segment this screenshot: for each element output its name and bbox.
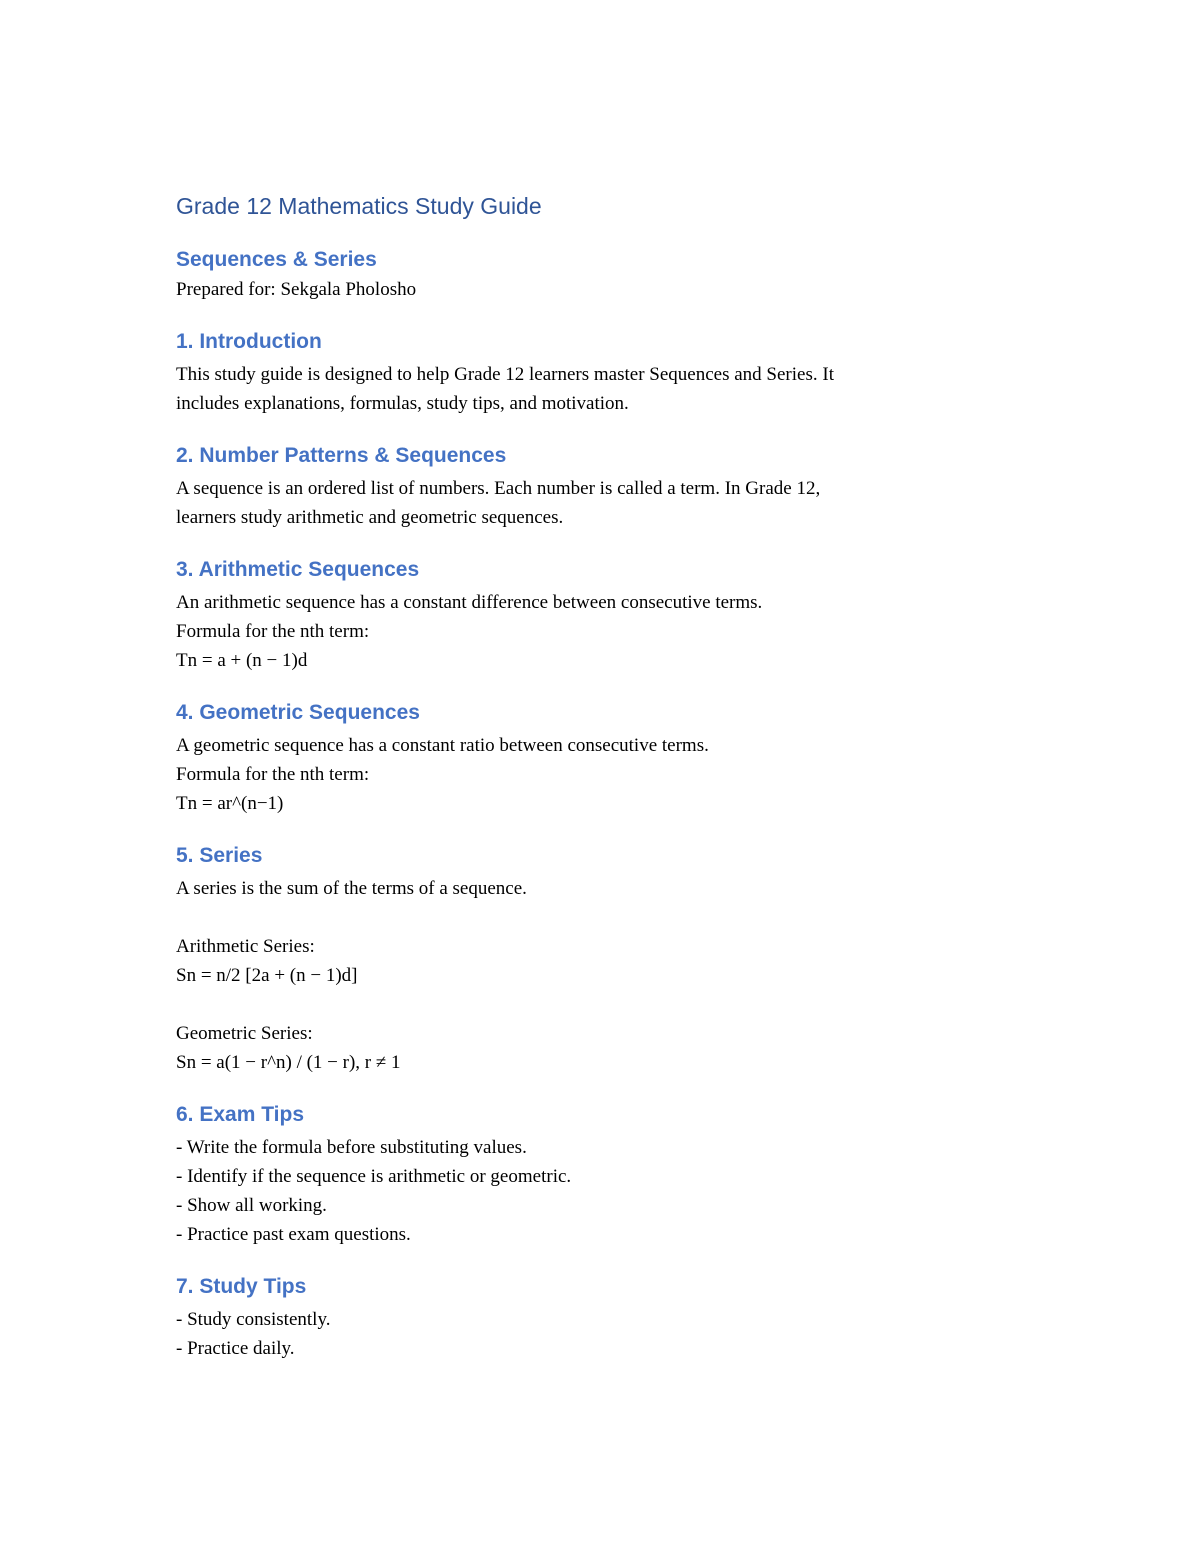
section-heading: 6. Exam Tips [176,1103,305,1126]
body-line: includes explanations, formulas, study tips, and motivation. [176,393,629,414]
section-body [176,360,1036,418]
body-line: learners study arithmetic and geometric sequences. [176,507,564,528]
document-subtitle: Sequences & Series [176,248,377,271]
section-1 [176,327,1036,418]
section-heading: 7. Study Tips [176,1275,307,1298]
section-body [176,1305,1036,1363]
section-body [176,588,1036,675]
body-line: Tn = a + (n − 1)d [176,650,308,671]
body-line: This study guide is designed to help Grade 12 learners master Sequences and Series. It [176,364,834,385]
section-heading: 5. Series [176,844,263,867]
body-line: Tn = ar^(n−1) [176,793,284,814]
section-heading: 3. Arithmetic Sequences [176,558,420,581]
section-4 [176,698,1036,818]
body-line: - Practice daily. [176,1338,295,1359]
body-line: A sequence is an ordered list of numbers. Each number is called a term. In Grade 12, [176,478,821,499]
body-line: - Study consistently. [176,1309,331,1330]
section-6 [176,1100,1036,1249]
section-body [176,474,1036,532]
section-body [176,874,1036,1077]
body-line: A series is the sum of the terms of a sequence. [176,878,527,899]
body-line: Sn = n/2 [2a + (n − 1)d] [176,965,358,986]
blank-line [176,990,1036,1019]
section-heading: 4. Geometric Sequences [176,701,420,724]
document-sections [176,327,1036,1363]
body-line: An arithmetic sequence has a constant difference between consecutive terms. [176,592,763,613]
body-line: Geometric Series: [176,1023,313,1044]
document-title: Grade 12 Mathematics Study Guide [176,193,542,219]
section-heading: 1. Introduction [176,330,322,353]
section-body [176,1133,1036,1249]
body-line: - Show all working. [176,1195,327,1216]
body-line: - Identify if the sequence is arithmetic or geometric. [176,1166,572,1187]
body-line: - Write the formula before substituting values. [176,1137,527,1158]
section-2 [176,441,1036,532]
section-3 [176,555,1036,675]
section-7 [176,1272,1036,1363]
section-5 [176,841,1036,1077]
section-heading: 2. Number Patterns & Sequences [176,444,507,467]
prepared-for-line: Prepared for: Sekgala Pholosho [176,279,417,300]
body-line: Formula for the nth term: [176,764,370,785]
blank-line [176,903,1036,932]
body-line: Arithmetic Series: [176,936,315,957]
section-body [176,731,1036,818]
body-line: Formula for the nth term: [176,621,370,642]
body-line: A geometric sequence has a constant ratio between consecutive terms. [176,735,709,756]
body-line: - Practice past exam questions. [176,1224,411,1245]
document-page [176,188,1036,1363]
body-line: Sn = a(1 − r^n) / (1 − r), r ≠ 1 [176,1052,401,1073]
